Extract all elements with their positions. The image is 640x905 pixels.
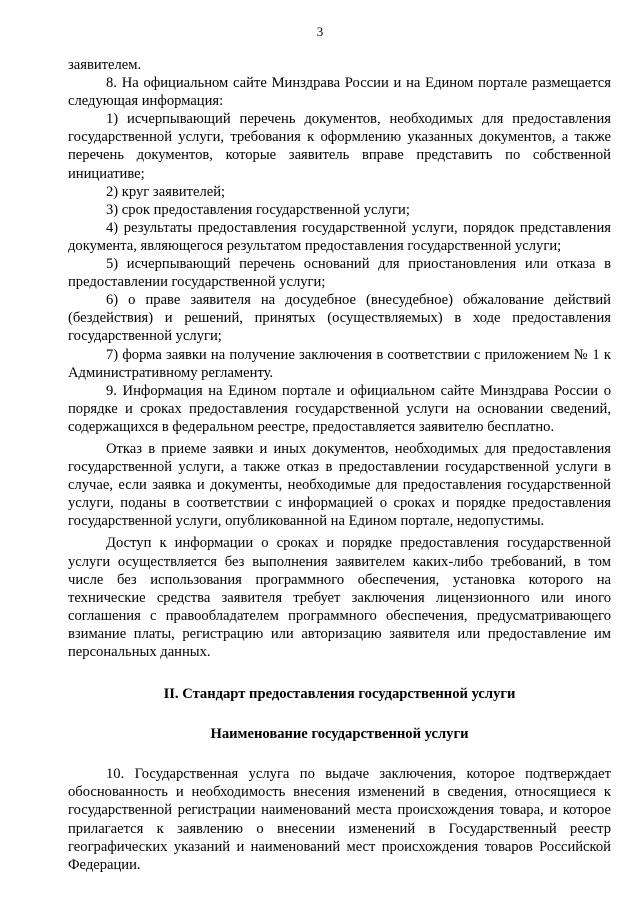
- list-item-1: 1) исчерпывающий перечень документов, необходимых для предоставления государственной услуги, требования к оформлению указанных документов, а также перечень документов, которые заявитель вправе представить по собственной инициативе;: [68, 111, 611, 182]
- paragraph-8: 8. На официальном сайте Минздрава России и на Едином портале размещается следующая информация:: [68, 75, 611, 110]
- list-item-3: 3) срок предоставления государственной услуги;: [106, 201, 410, 218]
- access-paragraph: Доступ к информации о сроках и порядке предоставления государственной услуги осуществляется без выполнения заявителем каких-либо требований, в том числе без использования программного обеспечения, установка которого на технические средства заявителя требует заключения лицензионного или иного соглашения с правообладателем программного обеспечения, предусматривающего взимание платы, регистрацию или авторизацию заявителя или предоставление им персональных данных.: [68, 535, 611, 660]
- list-item-5: 5) исчерпывающий перечень оснований для приостановления или отказа в предоставлении государственной услуги;: [68, 256, 611, 291]
- paragraph-10: 10. Государственная услуга по выдаче заключения, которое подтверждает обоснованность и необходимость внесения изменений в сведения, относящиеся к государственной регистрации наименований места происхождения товара, и которое прилагается к заявлению о внесении изменений в Государственный реестр географических указаний и наименований мест происхождения товаров Российской Федерации.: [68, 766, 611, 873]
- section-heading: II. Стандарт предоставления государственной услуги: [163, 686, 516, 703]
- list-item-7: 7) форма заявки на получение заключения в соответствии с приложением № 1 к Административному регламенту.: [68, 346, 611, 381]
- document-body: [68, 56, 611, 874]
- refusal-paragraph: Отказ в приеме заявки и иных документов, необходимых для предоставления государственной услуги, а также отказ в предоставлении государственной услуги в случае, если заявка и документы, необходимые для предоставления государственной услуги, поданы в соответствии с информацией о сроках и порядке предоставления государственной услуги, опубликованной на Едином портале, недопустимы.: [68, 440, 611, 530]
- subsection-heading: Наименование государственной услуги: [210, 726, 469, 743]
- list-item-2: 2) круг заявителей;: [106, 183, 226, 200]
- paragraph-9: 9. Информация на Едином портале и официальном сайте Минздрава России о порядке и сроках предоставления государственной услуги на основании сведений, содержащихся в федеральном реестре, предоставляется заявителю бесплатно.: [68, 382, 611, 435]
- continuation-text: заявителем.: [68, 57, 142, 73]
- list-item-4: 4) результаты предоставления государственной услуги, порядок представления документа, являющегося результатом предоставления государственной услуги;: [68, 219, 611, 254]
- list-item-6: 6) о праве заявителя на досудебное (внесудебное) обжалование действий (бездействия) и решений, принятых (осуществляемых) в ходе предоставления государственной услуги;: [68, 292, 611, 345]
- page-number: 3: [316, 24, 324, 39]
